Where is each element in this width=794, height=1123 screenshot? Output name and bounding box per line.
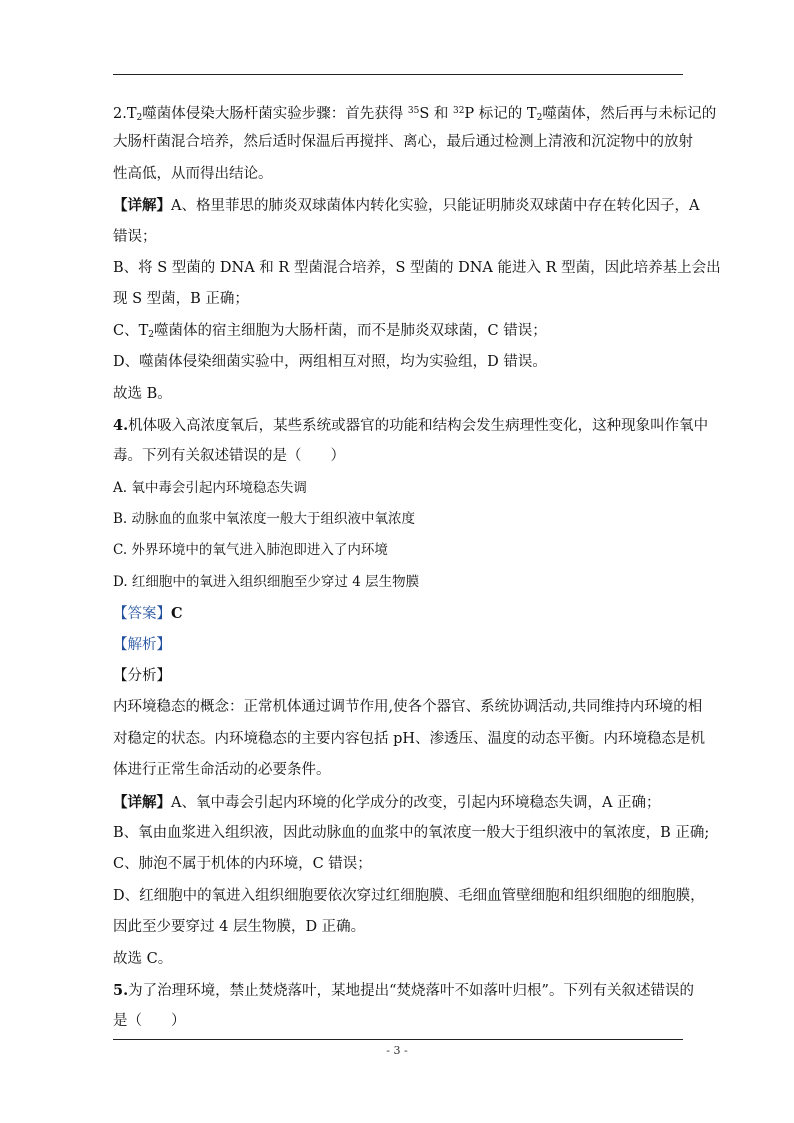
option-d: D. 红细胞中的氧进入组织细胞至少穿过 4 层生物膜 xyxy=(113,573,420,590)
question-stem: 毒。下列有关叙述错误的是（ ） xyxy=(113,448,345,465)
question-stem: 4.机体吸入高浓度氧后，某些系统或器官的功能和结构会发生病理性变化，这种现象叫作氧中 xyxy=(113,416,709,434)
text-line: 错误； xyxy=(113,228,157,245)
section-tag: 【详解】 xyxy=(113,197,171,215)
text-line: 体进行正常生命活动的必要条件。 xyxy=(113,762,331,779)
question-stem: 是（ ） xyxy=(113,1013,186,1030)
answer-value: C xyxy=(171,605,183,623)
page-body xyxy=(113,96,721,1038)
text-line: 性高低，从而得出结论。 xyxy=(113,165,273,182)
answer-tag: 【答案】 xyxy=(113,606,171,623)
text-line: B、将 S 型菌的 DNA 和 R 型菌混合培养，S 型菌的 DNA 能进入 R 型菌，因此培养基上会出 xyxy=(113,259,721,276)
text-line: D、噬菌体侵染细菌实验中，两组相互对照，均为实验组，D 错误。 xyxy=(113,354,547,371)
page-number: - 3 - xyxy=(386,1044,408,1057)
text-line: 因此至少要穿过 4 层生物膜，D 正确。 xyxy=(113,919,366,936)
text-line: 对稳定的状态。内环境稳态的主要内容包括 pH、渗透压、温度的动态平衡。内环境稳态是机 xyxy=(113,730,706,747)
text-line: 【详解】A、氧中毒会引起内环境的化学成分的改变，引起内环境稳态失调，A 正确； xyxy=(113,793,661,811)
analysis-line xyxy=(113,630,685,661)
analysis-tag: 【解析】 xyxy=(113,636,171,653)
header-rule xyxy=(113,74,683,75)
text-line: 【详解】A、格里菲思的肺炎双球菌体内转化实验，只能证明肺炎双球菌中存在转化因子，A xyxy=(113,197,700,215)
text-line: $2.T_2$噬菌体侵染大肠杆菌实验步骤：首先获得 $^{35}$S 和 $^{32}$P 标记的 $T_2$噬菌体，然后再与未标记的 xyxy=(113,106,717,123)
text-line: 现 S 型菌，B 正确； xyxy=(113,291,249,308)
text-line: C、肺泡不属于机体的内环境，C 错误； xyxy=(113,856,372,873)
question-number: 5. xyxy=(113,981,129,999)
option-c: C. 外界环境中的氧气进入肺泡即进入了内环境 xyxy=(113,542,388,559)
text-line: C、$T_2$噬菌体的宿主细胞为大肠杆菌，而不是肺炎双球菌，C 错误； xyxy=(113,322,547,340)
answer-line xyxy=(113,598,685,629)
question-stem: 5.为了治理环境，禁止焚烧落叶，某地提出“焚烧落叶不如落叶归根”。下列有关叙述错误的 xyxy=(113,981,694,999)
text-line: 故选 C。 xyxy=(113,950,173,967)
question-number: 4. xyxy=(113,416,129,434)
text-line: B、氧由血浆进入组织液，因此动脉血的血浆中的氧浓度一般大于组织液中的氧浓度，B 正确; xyxy=(113,824,710,841)
text-line: D、红细胞中的氧进入组织细胞要依次穿过红细胞膜、毛细血管壁细胞和组织细胞的细胞膜， xyxy=(113,887,705,904)
text-line: 内环境稳态的概念：正常机体通过调节作用,使各个器官、系统协调活动,共同维持内环境的相 xyxy=(113,699,703,716)
text-line: 故选 B。 xyxy=(113,385,172,402)
text-line: 【分析】 xyxy=(113,668,171,685)
option-b: B. 动脉血的血浆中氧浓度一般大于组织液中氧浓度 xyxy=(113,511,416,528)
text-line: 大肠杆菌混合培养，然后适时保温后再搅拌、离心，最后通过检测上清液和沉淀物中的放射 xyxy=(113,134,693,151)
section-tag: 【详解】 xyxy=(113,793,171,811)
footer-rule xyxy=(113,1039,683,1040)
option-a: A. 氧中毒会引起内环境稳态失调 xyxy=(113,479,307,496)
